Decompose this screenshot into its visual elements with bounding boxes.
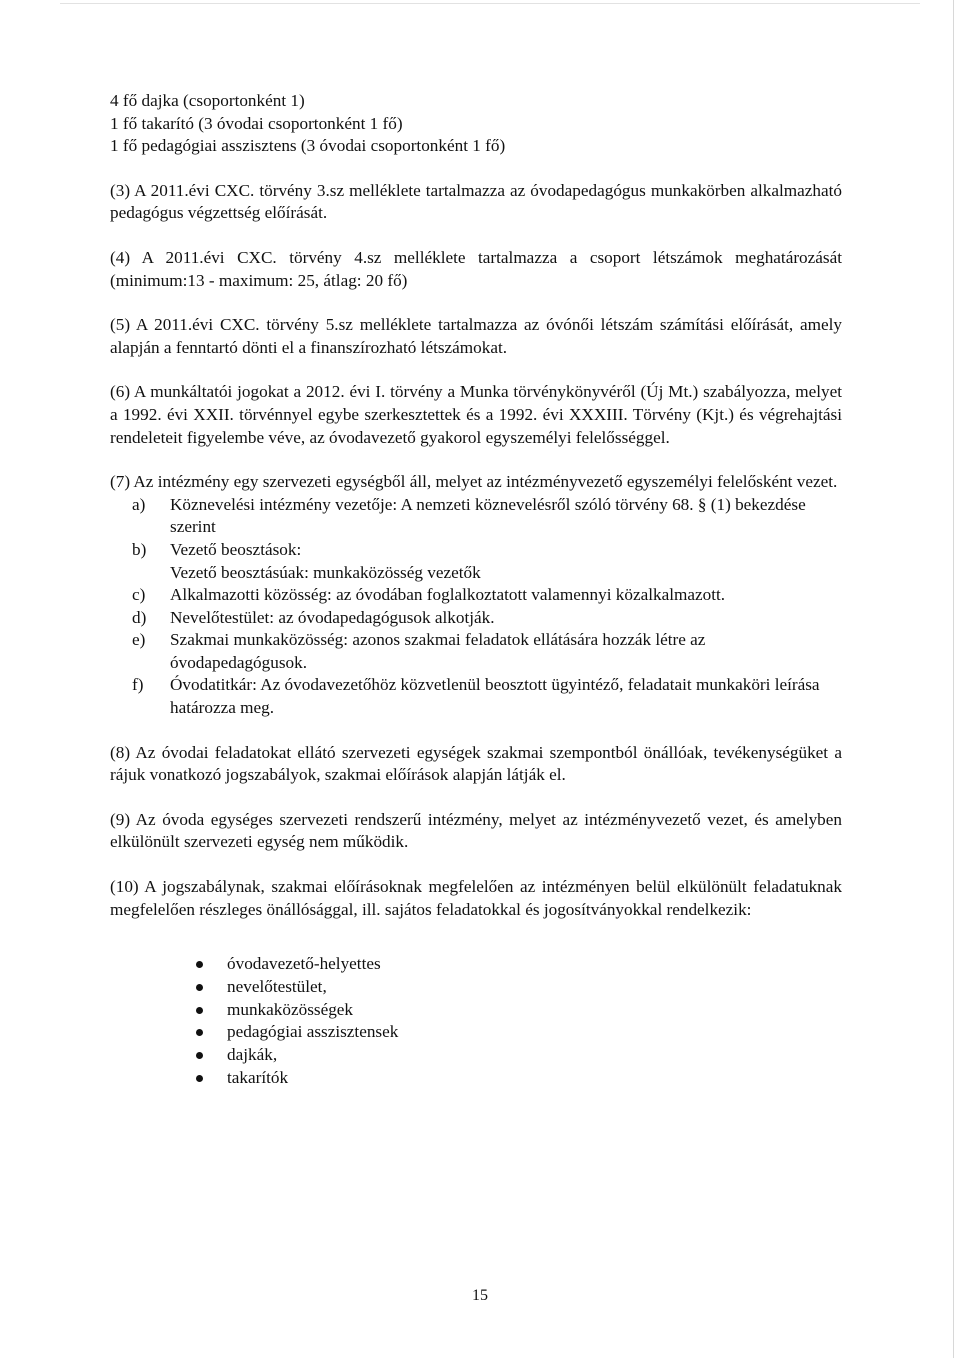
list-item-text: Óvodatitkár: Az óvodavezetőhöz közvetlenül beosztott ügyintéző, feladatait munkaköri leírása határozza meg. (170, 675, 820, 718)
unit-bullet-list (110, 953, 842, 1089)
paragraph-10: (10) A jogszabálynak, szakmai előírásoknak megfelelően az intézményen belül elkülönült feladatuknak megfelelően részleges önállósággal, ill. sajátos feladatokkal és jogosítványokkal rendelkezik: (110, 877, 842, 919)
bullet-item: munkaközösségek (110, 999, 842, 1022)
list-item (110, 539, 842, 584)
list-item (110, 629, 842, 674)
list-item-subtext: Vezető beosztásúak: munkaközösség vezetők (170, 562, 481, 582)
bullet-item: pedagógiai asszisztensek (110, 1021, 842, 1044)
scan-top-edge (60, 3, 920, 4)
paragraph-8: (8) Az óvodai feladatokat ellátó szervezeti egységek szakmai szempontból önállóak, tevékenységüket a rájuk vonatkozó jogszabályok, szakmai előírások alapján látják el. (110, 742, 842, 785)
document-body (110, 90, 842, 1089)
list-item (110, 607, 842, 630)
paragraph-9: (9) Az óvoda egységes szervezeti rendszerű intézmény, melyet az intézményvezető vezet, és amelyben elkülönült szervezeti egység nem működik. (110, 809, 842, 852)
paragraph-5: (5) A 2011.évi CXC. törvény 5.sz melléklete tartalmazza az óvónői létszám számítási előírását, amely alapján a fenntartó dönti el a finanszírozható létszámokat. (110, 315, 842, 357)
paragraph-7: (7) Az intézmény egy szervezeti egységből áll, melyet az intézményvezető egyszemélyi felelősként vezet. (110, 472, 838, 492)
list-marker: b) (132, 539, 147, 559)
list-marker: e) (132, 630, 146, 650)
bullet-item: takarítók (110, 1067, 842, 1090)
paragraph-4: (4) A 2011.évi CXC. törvény 4.sz melléklete tartalmazza a csoport létszámok meghatározását (minimum:13 - maximum: 25, átlag: 20 fő) (110, 247, 842, 290)
list-item-text: Nevelőtestület: az óvodapedagógusok alkotják. (170, 607, 495, 627)
list-marker: a) (132, 494, 146, 514)
bullet-item: nevelőtestület, (110, 976, 842, 999)
list-item (110, 494, 842, 539)
bullet-item: óvodavezető-helyettes (110, 953, 842, 976)
list-item (110, 674, 842, 719)
list-marker: c) (132, 585, 146, 605)
list-item-text: Szakmai munkaközösség: azonos szakmai feladatok ellátására hozzák létre az óvodapedagógusok. (170, 630, 706, 672)
paragraph-6: (6) A munkáltatói jogokat a 2012. évi I. törvény a Munka törvénykönyvéről (Új Mt.) szabályozza, melyet a 1992. évi XXII. törvénnyel egybe szerkesztettek és a 1992. évi XXXIII. Törvény (Kjt.) és végrehajtási rendeleteit figyelembe véve, az óvodavezető gyakorol egyszemélyi felelősséggel. (110, 382, 842, 447)
paragraph-3: (3) A 2011.évi CXC. törvény 3.sz melléklete tartalmazza az óvodapedagógus munkakörben alkalmazható pedagógus végzettség előírását. (110, 180, 842, 223)
scan-right-edge (953, 0, 954, 1358)
organization-list (110, 494, 842, 720)
list-item-text: Köznevelési intézmény vezetője: A nemzeti köznevelésről szóló törvény 68. § (1) bekezdése szerint (170, 494, 806, 537)
list-item (110, 584, 842, 607)
staff-line-takarito: 1 fő takarító (3 óvodai csoportonként 1 fő) (110, 113, 403, 133)
bullet-item: dajkák, (110, 1044, 842, 1067)
list-marker: f) (132, 675, 144, 695)
list-item-text: Alkalmazotti közösség: az óvodában foglalkoztatott valamennyi közalkalmazott. (170, 585, 726, 605)
staff-line-asszisztens: 1 fő pedagógiai asszisztens (3 óvodai csoportonként 1 fő) (110, 136, 506, 156)
page-number: 15 (472, 1287, 488, 1304)
list-item-text: Vezető beosztások: (170, 539, 302, 559)
list-marker: d) (132, 607, 147, 627)
staff-line-dajka: 4 fő dajka (csoportonként 1) (110, 91, 305, 110)
